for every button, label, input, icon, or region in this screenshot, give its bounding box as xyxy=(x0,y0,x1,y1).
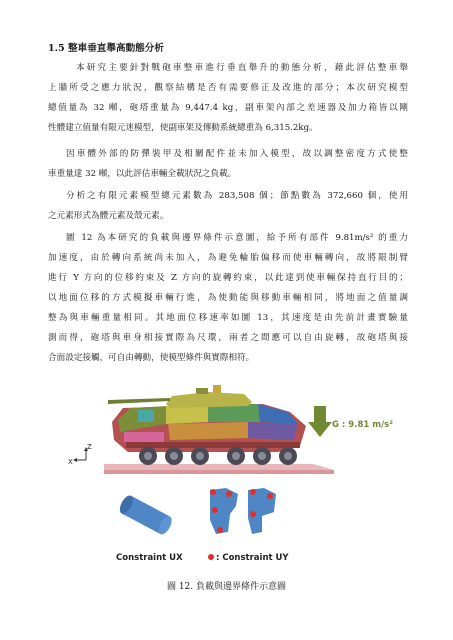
paragraph-2 xyxy=(48,144,408,184)
paragraph-line: 加速度，由於轉向系統尚未加入，為避免輪胎偏移而使車輛轉向，故將限制臂 xyxy=(48,253,408,263)
axis-triad xyxy=(68,443,92,466)
constraint-dot xyxy=(250,489,256,495)
gravity-label: G : 9.81 m/s² xyxy=(332,420,393,430)
gravity-arrow-head xyxy=(308,422,332,437)
paragraph-1 xyxy=(48,58,408,138)
constraint-uy-label: : Constraint UY xyxy=(216,553,289,563)
paragraph-line: 上牆所受之應力狀況，觀察結構是否有需要修正及改進的部分；本次研究模型 xyxy=(48,83,408,93)
ground-top xyxy=(104,464,334,470)
paragraph-line: 本研究主要針對戰砲車整車進行垂直舉升的動態分析，藉此評估整車舉 xyxy=(76,63,408,73)
paragraph-line: 分析之有限元素模型總元素數為 283,508 個；節點數為 372,660 個，使用 xyxy=(66,191,408,201)
paragraph-line: 以地面位移的方式模擬車輛行進，為使動能與移動車輛相同，將地面之值量調 xyxy=(48,293,408,303)
gravity-arrow-shaft xyxy=(314,406,326,422)
constraint-dot xyxy=(217,527,223,533)
constraint-dot xyxy=(212,507,218,513)
paragraph-line: 進行 Y 方向的位移約束及 Z 方向的旋轉約束，以此達到使車輛保持直行目的； xyxy=(48,273,408,283)
paragraph-line: 圖 12 為本研究的負載與邊界條件示意圖，給予所有部件 9.81m/s² 的重力 xyxy=(66,233,408,243)
constraint-uy-part-right xyxy=(248,488,276,534)
axis-x-label: X xyxy=(68,458,73,466)
paragraph-line: 合面設定接觸，可自由轉動，使模型條件與實際相符。 xyxy=(48,353,255,363)
paragraph-line: 總值量為 32 噸，砲塔重量為 9,447.4 kg，副車架內部之差速器及加力箱皆以剛 xyxy=(48,103,408,113)
constraint-dot xyxy=(226,491,232,497)
gravity-indicator xyxy=(308,406,393,437)
constraint-ux-part xyxy=(117,493,174,536)
constraint-dot xyxy=(250,511,256,517)
constraint-uy-part-left xyxy=(210,488,238,534)
paragraph-line: 之元素形式為體元素及殼元素。 xyxy=(48,211,169,221)
paragraph-line: 車重量達 32 噸，以此評估車輛全載狀況之負載。 xyxy=(48,169,237,179)
axis-z-label: Z xyxy=(87,443,92,451)
paragraph-line: 測而得，砲塔與車身相接實際為尺環，兩者之間應可以自由旋轉，故砲塔與接 xyxy=(48,333,408,343)
section-heading: 1.5 整車垂直舉高動態分析 xyxy=(48,43,164,54)
constraint-dot xyxy=(267,493,273,499)
constraint-uy-legend-dot xyxy=(208,554,214,560)
paragraph-line: 因車體外部的防彈裝甲及相關配件並未加入模型，故以調整密度方式使整 xyxy=(66,149,408,159)
figure-caption: 圖 12. 負載與邊界條件示意圖 xyxy=(166,582,287,592)
paragraph-line: 性體建立值量有限元迷模型，使副車架及傳動系統總重為 6,315.2kg。 xyxy=(48,123,318,133)
constraint-dot xyxy=(210,489,216,495)
paragraph-line: 整為與車輛重量相同。其地面位移速率如圖 13，其速度是由先前計畫實驗量 xyxy=(48,313,408,323)
figure-load-boundary xyxy=(48,382,408,582)
ground-slab xyxy=(104,470,334,474)
paragraph-3 xyxy=(48,186,408,226)
vehicle-model xyxy=(108,385,306,452)
constraint-ux-label: Constraint UX xyxy=(116,553,183,563)
paragraph-4 xyxy=(48,228,408,368)
